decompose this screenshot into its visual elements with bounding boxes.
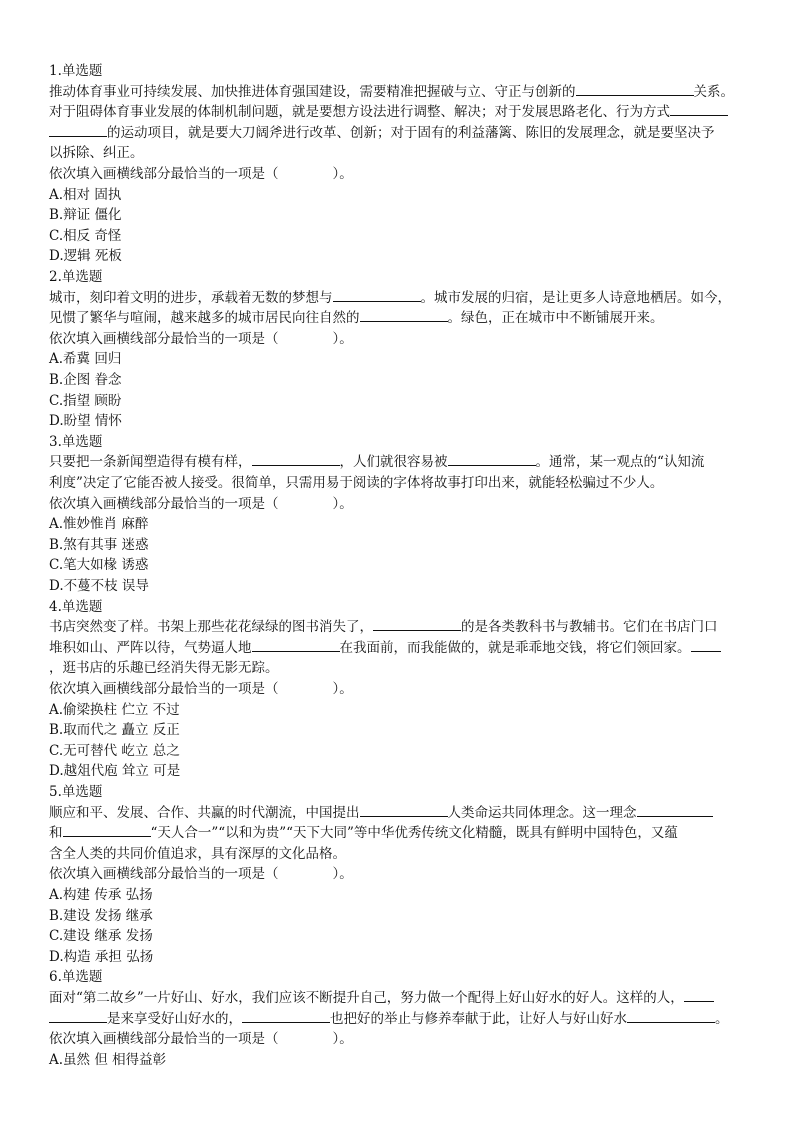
answer-option[interactable]: B.取而代之 矗立 反正 (49, 722, 180, 739)
fill-blank (49, 123, 107, 137)
fill-blank (670, 102, 728, 116)
stem-text: 堆积如山、严阵以待，气势逼人地 (49, 639, 252, 656)
fill-blank (242, 1009, 330, 1023)
fill-blank (252, 452, 340, 466)
answer-option[interactable]: D.越俎代庖 耸立 可是 (49, 763, 181, 780)
answer-option[interactable]: D.构造 承担 弘扬 (49, 948, 154, 965)
stem-text: 含全人类的共同价值追求，具有深厚的文化品格。 (49, 845, 346, 862)
answer-option[interactable]: D.逻辑 死板 (49, 248, 122, 265)
stem-text: 。绿色，正在城市中不断铺展开来。 (447, 310, 664, 327)
answer-option[interactable]: A.希冀 回归 (49, 351, 122, 368)
fill-blank (333, 288, 421, 302)
stem-text: 也把好的举止与修养奉献于此，让好人与好山好水 (330, 1010, 627, 1027)
question-stem-line (49, 803, 769, 823)
answer-option[interactable]: B.煞有其事 迷惑 (49, 536, 149, 553)
question-header: 6.单选题 (49, 969, 103, 986)
stem-text: 在我面前，而我能做的，就是乖乖地交钱，将它们领回家。 (339, 639, 691, 656)
stem-text: 。城市发展的归宿，是让更多人诗意地栖居。如今， (420, 289, 731, 306)
question-header: 3.单选题 (49, 433, 103, 450)
stem-text: 只要把一条新闻塑造得有模有样， (49, 454, 252, 471)
stem-text: 面对“第二故乡”一片好山、好水，我们应该不断提升自己，努力做一个配得上好山好水的好人。这样的人， (49, 990, 684, 1006)
answer-option[interactable]: B.企图 眷念 (49, 372, 122, 388)
answer-option[interactable]: C.相反 奇怪 (49, 227, 122, 244)
question-stem-line (49, 988, 769, 1008)
fill-blank (448, 452, 536, 466)
question-stem-line (49, 102, 769, 122)
question-stem-line (49, 658, 769, 678)
question-stem-line (49, 452, 769, 472)
fill-blank (691, 638, 721, 652)
answer-option[interactable]: D.盼望 情怀 (49, 413, 122, 430)
fill-blank (360, 803, 448, 817)
answer-option[interactable]: C.建设 继承 发扬 (49, 928, 153, 945)
stem-text: 关系。 (693, 83, 734, 100)
answer-option[interactable]: A.相对 固执 (49, 186, 122, 203)
question-prompt: 依次填入画横线部分最恰当的一项是（ ）。 (49, 681, 353, 697)
fill-blank (576, 82, 694, 96)
question-prompt: 依次填入画横线部分最恰当的一项是（ ）。 (49, 866, 353, 883)
stem-text: 见惯了繁华与喧闹，越来越多的城市居民向往自然的 (49, 310, 360, 327)
question-prompt: 依次填入画横线部分最恰当的一项是（ ）。 (49, 1031, 353, 1048)
question-stem-line (49, 617, 769, 637)
answer-option[interactable]: D.不蔓不枝 误导 (49, 578, 149, 594)
fill-blank (252, 638, 340, 652)
fill-blank (627, 1009, 715, 1023)
question-stem-line (49, 638, 769, 658)
question-header: 5.单选题 (49, 784, 103, 800)
stem-text: ，逛书店的乐趣已经消失得无影无踪。 (49, 660, 279, 677)
fill-blank (63, 823, 151, 837)
question-stem-line (49, 473, 769, 493)
fill-blank (684, 988, 714, 1002)
stem-text: 。 (715, 1010, 729, 1027)
stem-text: 顺应和平、发展、合作、共赢的时代潮流，中国提出 (49, 804, 360, 821)
answer-option[interactable]: C.笔大如椽 诱惑 (49, 557, 149, 574)
stem-text: 的是各类教科书与教辅书。它们在书店门口 (461, 619, 718, 636)
question-header: 4.单选题 (49, 598, 103, 615)
answer-option[interactable]: A.惟妙惟肖 麻醉 (49, 516, 149, 533)
stem-text: 书店突然变了样。书架上那些花花绿绿的图书消失了， (49, 619, 373, 636)
stem-text: 城市，刻印着文明的进步，承载着无数的梦想与 (49, 289, 333, 306)
answer-option[interactable]: A.偷梁换柱 伫立 不过 (49, 701, 180, 718)
answer-option[interactable]: B.建设 发扬 继承 (49, 907, 153, 924)
stem-text: ，人们就很容易被 (339, 454, 448, 471)
answer-option[interactable]: C.指望 顾盼 (49, 392, 122, 409)
stem-text: 推动体育事业可持续发展、加快推进体育强国建设，需要精准把握破与立、守正与创新的 (49, 83, 576, 100)
question-stem-line (49, 82, 769, 102)
question-stem-line (49, 1009, 769, 1029)
stem-text: “天人合一”“以和为贵”“天下大同”等中华优秀传统文化精髓，既具有鲜明中国特色，又蕴 (150, 825, 678, 842)
question-header: 1.单选题 (49, 63, 103, 79)
question-prompt: 依次填入画横线部分最恰当的一项是（ ）。 (49, 330, 353, 347)
question-stem-line (49, 844, 769, 864)
question-header: 2.单选题 (49, 269, 103, 285)
question-stem-line (49, 308, 769, 328)
stem-text: 是来享受好山好水的， (107, 1010, 242, 1027)
stem-text: 人类命运共同体理念。这一理念 (447, 804, 637, 821)
fill-blank (49, 1009, 107, 1023)
answer-option[interactable]: A.虽然 但 相得益彰 (49, 1051, 167, 1068)
stem-text: 。通常，某一观点的“认知流 (535, 454, 705, 471)
fill-blank (360, 308, 448, 322)
question-stem-line (49, 823, 769, 843)
stem-text: 和 (49, 825, 63, 842)
answer-option[interactable]: C.无可替代 屹立 总之 (49, 742, 180, 759)
question-prompt: 依次填入画横线部分最恰当的一项是（ ）。 (49, 166, 353, 182)
question-stem-line (49, 143, 769, 163)
stem-text: 利度”决定了它能否被人接受。很简单，只需用易于阅读的字体将故事打印出来，就能轻松骗过不少人。 (49, 475, 664, 491)
fill-blank (637, 803, 713, 817)
answer-option[interactable]: A.构建 传承 弘扬 (49, 887, 153, 903)
answer-option[interactable]: B.辩证 僵化 (49, 207, 122, 224)
stem-text: 以拆除、纠正。 (49, 145, 144, 162)
question-stem-line (49, 123, 769, 143)
stem-text: 的运动项目，就是要大刀阔斧进行改革、创新；对于固有的利益藩篱、陈旧的发展理念，就是要坚决予 (107, 124, 715, 141)
stem-text: 对于阻碍体育事业发展的体制机制问题，就是要想方设法进行调整、解决；对于发展思路老化、行为方式 (49, 104, 670, 121)
question-stem-line (49, 288, 769, 308)
fill-blank (373, 617, 461, 631)
question-prompt: 依次填入画横线部分最恰当的一项是（ ）。 (49, 495, 353, 512)
